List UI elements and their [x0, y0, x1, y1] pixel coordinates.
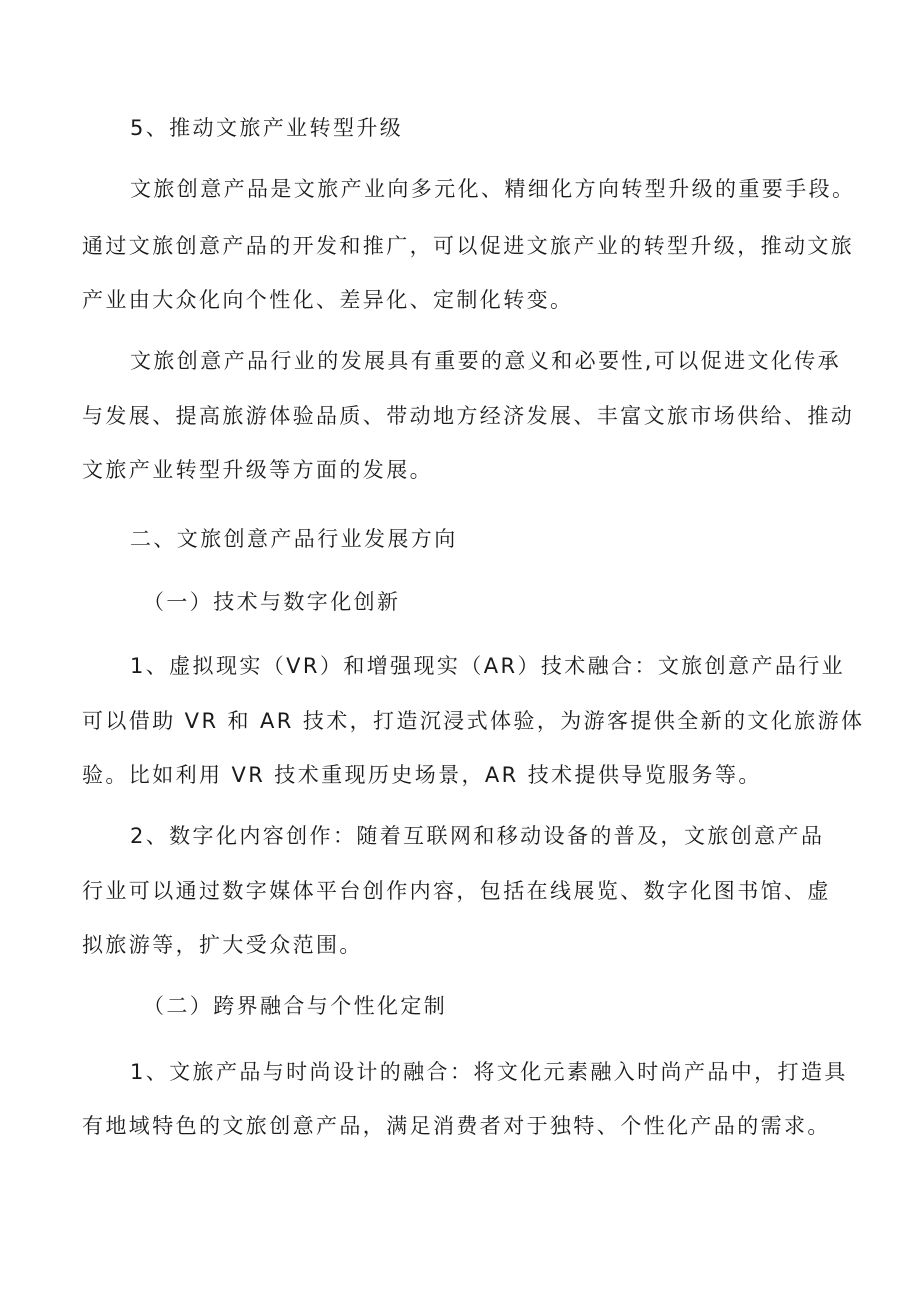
- paragraph-2-line-1: 文旅创意产品行业的发展具有重要的意义和必要性,可以促进文化传承: [130, 349, 842, 373]
- item-1-line-2: 可以借助 VR 和 AR 技术，打造沉浸式体验，为游客提供全新的文化旅游体: [82, 709, 865, 733]
- item-3-line-1: 1、文旅产品与时尚设计的融合：将文化元素融入时尚产品中，打造具: [130, 1060, 848, 1084]
- item-1-line-3: 验。比如利用 VR 技术重现历史场景，AR 技术提供导览服务等。: [82, 763, 762, 787]
- section-2-title: 二、文旅创意产品行业发展方向: [130, 527, 458, 551]
- paragraph-1-line-2: 通过文旅创意产品的开发和推广，可以促进文旅产业的转型升级，推动文旅: [82, 234, 855, 258]
- section-heading-5: 5、推动文旅产业转型升级: [130, 116, 404, 140]
- paragraph-2-line-3: 文旅产业转型升级等方面的发展。: [82, 458, 433, 482]
- paragraph-1-line-3: 产业由大众化向个性化、差异化、定制化转变。: [82, 288, 574, 312]
- subsection-2-title: （二）跨界融合与个性化定制: [143, 994, 448, 1018]
- item-2-line-1: 2、数字化内容创作：随着互联网和移动设备的普及，文旅创意产品: [130, 824, 825, 848]
- item-2-line-3: 拟旅游等，扩大受众范围。: [82, 933, 363, 957]
- paragraph-2-line-2: 与发展、提高旅游体验品质、带动地方经济发展、丰富文旅市场供给、推动: [82, 404, 855, 428]
- item-3-line-2: 有地域特色的文旅创意产品，满足消费者对于独特、个性化产品的需求。: [82, 1114, 831, 1138]
- item-2-line-2: 行业可以通过数字媒体平台创作内容，包括在线展览、数字化图书馆、虚: [82, 879, 831, 903]
- subsection-1-title: （一）技术与数字化创新: [143, 590, 401, 614]
- item-1-line-1: 1、虚拟现实（VR）和增强现实（AR）技术融合：文旅创意产品行业: [130, 654, 846, 678]
- paragraph-1-line-1: 文旅创意产品是文旅产业向多元化、精细化方向转型升级的重要手段。: [130, 177, 856, 201]
